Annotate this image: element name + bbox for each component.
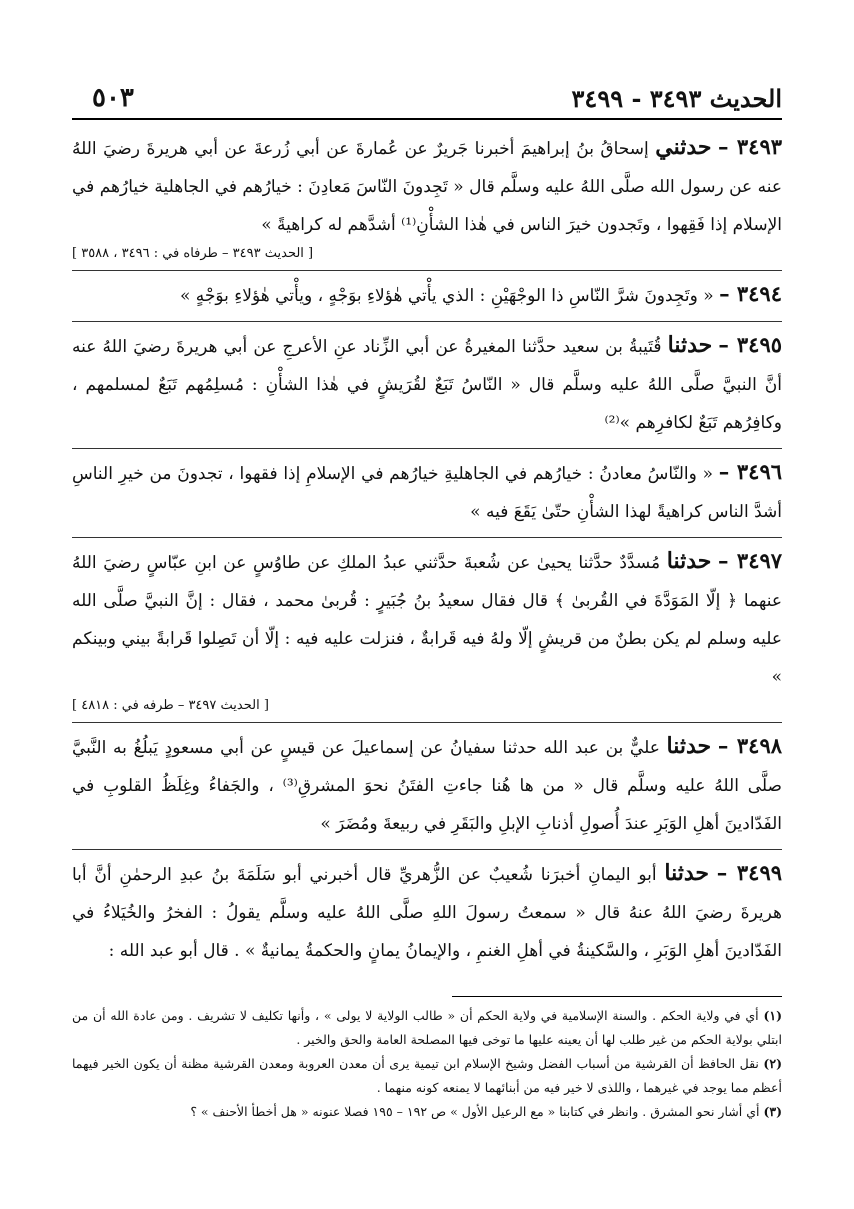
- hadith-text: « وتَجِدونَ شرَّ النّاسِ ذا الوجْهَيْنِ : الذي يأْتي هٰؤلاءِ بوَجْهٍ ، ويأْتي هٰؤلاءِ بوَجْهٍ »: [179, 286, 714, 306]
- hadith-3493: [72, 128, 782, 244]
- footnote-3: [72, 1100, 782, 1124]
- header-rule: [72, 118, 782, 120]
- hadith-3495: [72, 326, 782, 442]
- hadith-keyword: حدثني: [655, 134, 712, 160]
- hadith-keyword: حدثنا: [666, 548, 712, 574]
- hadith-text: قُتَيبةُ بن سعيد حدَّثنا المغيرةُ عن أبي الزِّناد عنِ الأعرجِ عن أبي هريرةَ رضيَ اللهُ عنه أنَّ النبيَّ صلَّى اللهُ عليه وسلَّم قال « النّاسُ تَبَعٌ لقُرَيشٍ في هٰذا الشأْنِ : مُسلِمُهم تَبَعٌ لمسلمهم ، وكافِرُهم تَبَعٌ لكافرِهم »⁽²⁾: [72, 337, 782, 433]
- hadith-body: [72, 128, 782, 970]
- hadith-reference: [ الحديث ٣٤٩٧ – طرفه في : ٤٨١٨ ]: [72, 698, 269, 713]
- separator: [72, 722, 782, 723]
- hadith-number: ٣٤٩٦ –: [718, 459, 783, 484]
- hadith-text: مُسدَّدٌ حدَّثنا يحيىٰ عن شُعبةَ حدَّثني عبدُ الملكِ عن طاوُسٍ عن ابنِ عبّاسٍ رضيَ اللهُ عنهما ﴿ إلّا المَوَدَّةَ في القُربىٰ ﴾ قال فقال سعيدُ بنُ جُبَيرٍ : قُربىٰ محمد ، فقال : إنَّ النبيَّ صلَّى الله عليه وسلم لم يكن بطنٌ من قريشٍ إلّا ولهُ فيه قَرابةٌ ، فنزلت عليه فيه : إلّا أن تَصِلوا قَرابةً بيني وبينكم »: [72, 553, 782, 687]
- hadith-keyword: حدثنا: [667, 332, 713, 358]
- hadith-3498: [72, 727, 782, 843]
- footnote-1: [72, 1004, 782, 1052]
- hadith-number: ٣٤٩٤ –: [719, 281, 782, 306]
- footnote-marker: (٣): [763, 1104, 782, 1119]
- separator: [72, 321, 782, 322]
- hadith-number: ٣٤٩٥ –: [718, 332, 783, 357]
- hadith-text: أبو اليمانِ أخبرَنا شُعيبٌ عن الزُّهريِّ قال أخبرني أبو سَلَمَةَ بنُ عبدِ الرحمٰنِ أنَّ أبا هريرةَ رضيَ اللهُ عنهُ قال « سمعتُ رسولَ اللهِ صلَّى اللهُ عليه وسلَّم يقولُ : الفخرُ والخُيَلاءُ في الفَدّادينَ أهلِ الوَبَرِ ، والسَّكينةُ في أهلِ الغنمِ ، والإيمانُ يمانٍ والحكمةُ يمانيةٌ » . قال أبو عبد الله :: [72, 865, 782, 961]
- hadith-text: « والنّاسُ معادنُ : خيارُهم في الجاهليةِ خيارُهم في الإسلامِ إذا فقهوا ، تجدونَ من خيرِ الناسِ أشدَّ الناس كراهيةً لهذا الشأْنِ حتّىٰ يَقَعَ فيه »: [72, 464, 782, 522]
- running-title: الحديث ٣٤٩٣ - ٣٤٩٩: [571, 83, 782, 113]
- footnote-marker: (١): [763, 1008, 782, 1023]
- hadith-number: ٣٤٩٧ –: [717, 548, 783, 573]
- hadith-text: إسحاقُ بنُ إبراهيمَ أخبرنا جَريرٌ عن عُمارةَ عن أبي زُرعةَ عن أبي هريرةَ رضيَ اللهُ عنه عن رسول الله صلَّى اللهُ عليه وسلَّم قال « تَجِدونَ النّاسَ مَعادِنَ : خيارُهم في الجاهلية خيارُهم في الإسلام إذا فَقِهوا ، وتَجدون خيرَ الناس في هٰذا الشأْنِ⁽¹⁾ أشدَّهم له كراهيةً »: [72, 139, 782, 235]
- hadith-3497: [72, 542, 782, 696]
- footnote-text: نقل الحافظ أن القرشية من أسباب الفضل وشيخ الإسلام ابن تيمية يرى أن معدن العروبة ومعدن القرشية مظنة أن يكون الخير فيهما أعظم مما يوجد في غيرهما ، واللذى لا خير فيه من أبنائهما لا يمنعه كونه منهما .: [72, 1056, 782, 1095]
- footnote-marker: (٢): [763, 1056, 782, 1071]
- footnotes: [72, 1004, 782, 1124]
- separator: [72, 537, 782, 538]
- hadith-keyword: حدثنا: [664, 860, 709, 886]
- hadith-3499: [72, 854, 782, 970]
- hadith-3496: [72, 453, 782, 531]
- hadith-number: ٣٤٩٣ –: [717, 134, 783, 159]
- separator: [72, 448, 782, 449]
- footnote-rule: [452, 996, 782, 997]
- hadith-keyword: حدثنا: [666, 733, 712, 759]
- separator: [72, 849, 782, 850]
- separator: [72, 270, 782, 271]
- page-number: ٥٠٣: [92, 83, 134, 113]
- hadith-number: ٣٤٩٩ –: [716, 860, 783, 885]
- page-header: [92, 80, 782, 116]
- footnote-2: [72, 1052, 782, 1100]
- footnote-text: أي أشار نحو المشرق . وانظر في كتابنا « مع الرعيل الأول » ص ١٩٢ – ١٩٥ فصلا عنونه « هل أخطأ الأحنف » ؟: [190, 1104, 760, 1119]
- hadith-reference: [ الحديث ٣٤٩٣ – طرفاه في : ٣٤٩٦ ، ٣٥٨٨ ]: [72, 246, 314, 261]
- hadith-3494: [72, 275, 782, 315]
- hadith-number: ٣٤٩٨ –: [717, 733, 783, 758]
- hadith-text: عليٌّ بن عبد الله حدثنا سفيانُ عن إسماعيلَ عن قيسٍ عن أبي مسعودٍ يَبلُغُ به النَّبيَّ صلَّى اللهُ عليه وسلَّم قال « من ها هُنا جاءتِ الفتَنُ نحوَ المشرقِ⁽³⁾ ، والجَفاءُ وغِلَظُ القلوبِ في الفَدّادينَ أهلِ الوَبَرِ عندَ أُصولِ أذنابِ الإبلِ والبَقَرِ في ربيعةَ ومُضَرَ »: [72, 738, 782, 834]
- footnote-text: أي في ولاية الحكم . والسنة الإسلامية في ولاية الحكم أن « طالب الولاية لا يولى » ، وأنها تكليف لا تشريف . ومن عادة الله أن من ابتلي بولاية الحكم من غير طلب لها أن يعينه عليها ما توخى فيها المصلحة العامة والحق والخير .: [72, 1008, 782, 1047]
